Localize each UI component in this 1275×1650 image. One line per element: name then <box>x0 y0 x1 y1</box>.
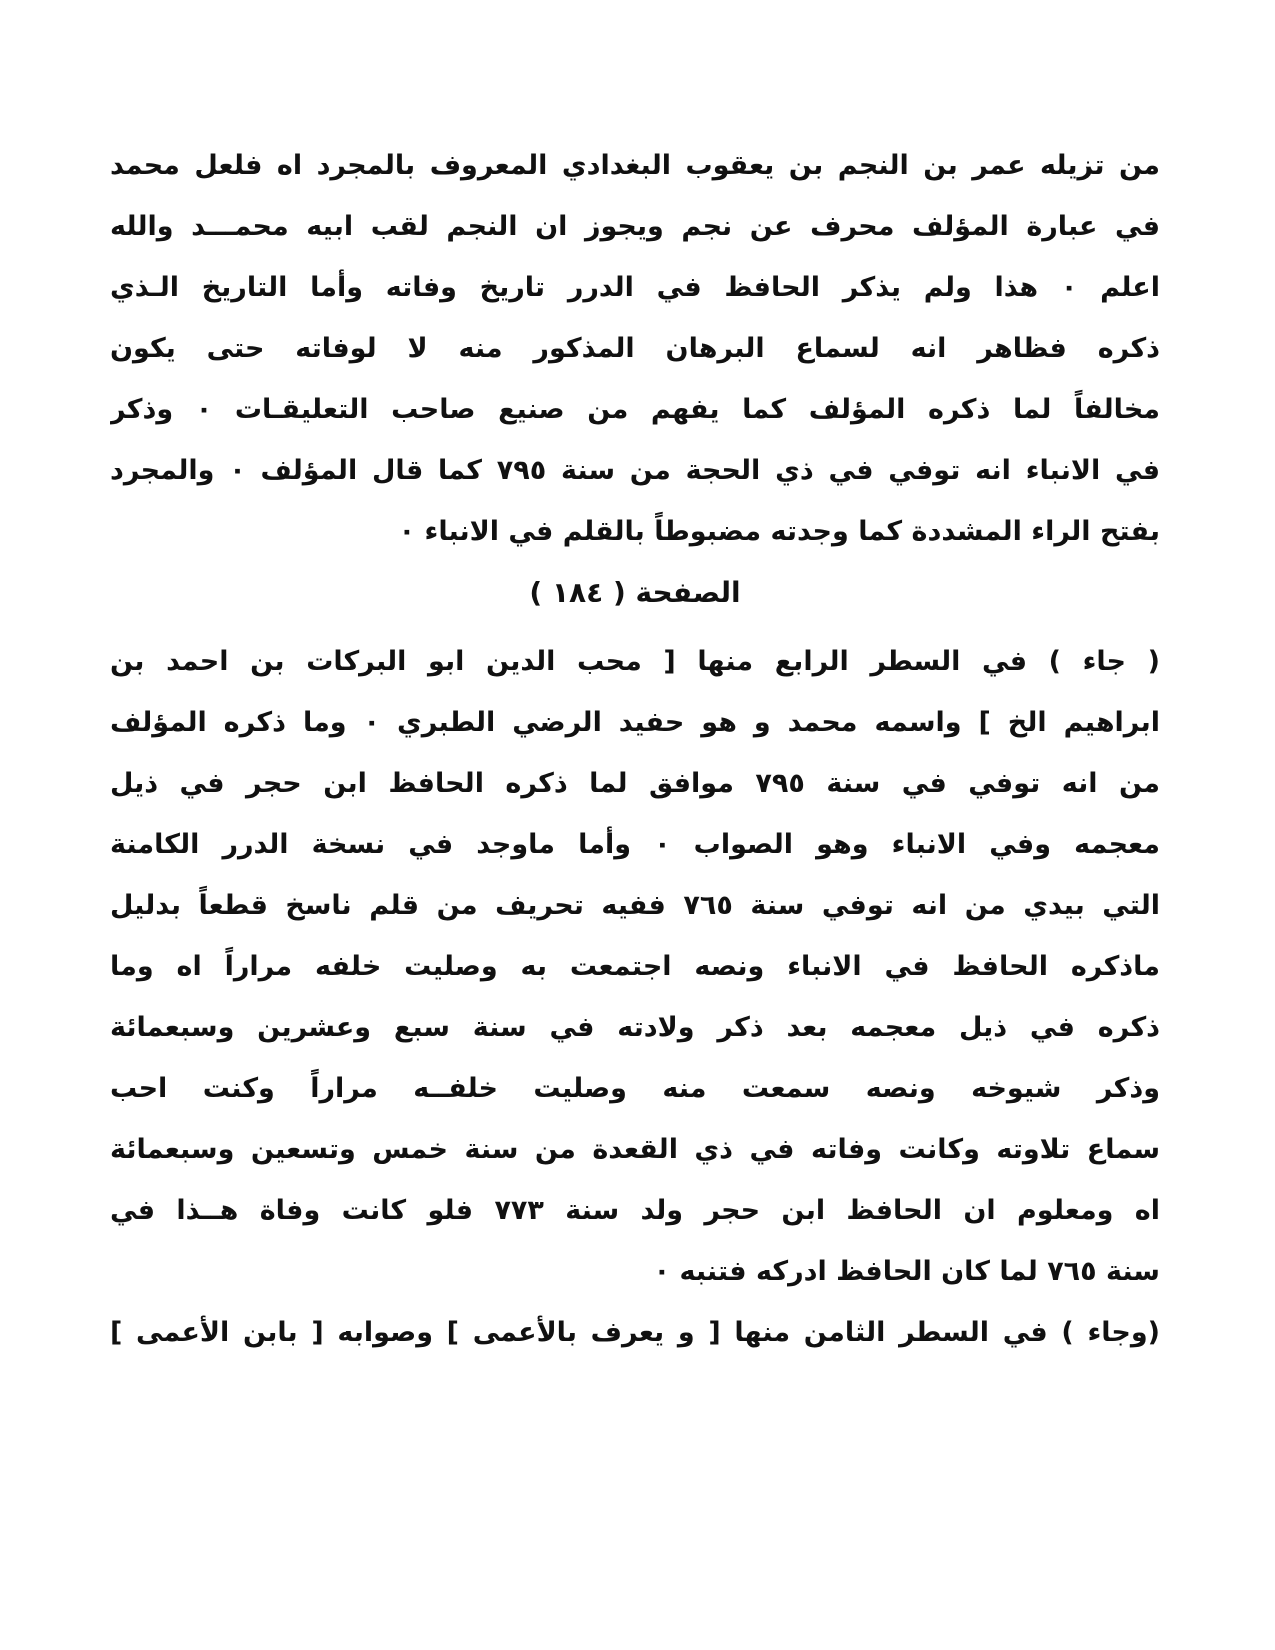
text-line: من تزيله عمر بن النجم بن يعقوب البغدادي المعروف بالمجرد اه فلعل محمد <box>110 150 1160 181</box>
text-line: ذكره في ذيل معجمه بعد ذكر ولادته في سنة سبع وعشرين وسبعمائة <box>110 1012 1160 1043</box>
text-line: ذكره فظاهر انه لسماع البرهان المذكور منه لا لوفاته حتى يكون <box>110 333 1160 364</box>
text-line: اه ومعلوم ان الحافظ ابن حجر ولد سنة ٧٧٣ فلو كانت وفاة هــذا في <box>110 1195 1160 1226</box>
text-line: سماع تلاوته وكانت وفاته في ذي القعدة من سنة خمس وتسعين وسبعمائة <box>110 1134 1160 1165</box>
paragraph-2 <box>110 631 1160 1302</box>
text-line: مخالفاً لما ذكره المؤلف كما يفهم من صنيع صاحب التعليقـات ۰ وذكر <box>110 394 1160 425</box>
page-heading: الصفحة ( ١٨٤ ) <box>529 576 741 609</box>
text-line: ماذكره الحافظ في الانباء ونصه اجتمعت به وصليت خلفه مراراً اه وما <box>110 951 1160 982</box>
text-line: وذكر شيوخه ونصه سمعت منه وصليت خلفــه مراراً وكنت احب <box>110 1073 1160 1104</box>
text-line: ( جاء ) في السطر الرابع منها [ محب الدين ابو البركات بن احمد بن <box>110 646 1160 677</box>
document-page <box>110 135 1160 1363</box>
text-line: في عبارة المؤلف محرف عن نجم ويجوز ان النجم لقب ابيه محمـــد والله <box>110 211 1160 242</box>
text-line: سنة ٧٦٥ لما كان الحافظ ادركه فتنبه ۰ <box>653 1256 1160 1287</box>
paragraph-3 <box>110 1302 1160 1363</box>
text-line: معجمه وفي الانباء وهو الصواب ۰ وأما ماوجد في نسخة الدرر الكامنة <box>110 829 1160 860</box>
text-line: بفتح الراء المشددة كما وجدته مضبوطاً بالقلم في الانباء ۰ <box>398 516 1160 547</box>
text-line: اعلم ۰ هذا ولم يذكر الحافظ في الدرر تاريخ وفاته وأما التاريخ الـذي <box>110 272 1160 303</box>
text-line: من انه توفي في سنة ٧٩٥ موافق لما ذكره الحافظ ابن حجر في ذيل <box>110 768 1160 799</box>
text-line: (وجاء ) في السطر الثامن منها [ و يعرف بالأعمى ] وصوابه [ بابن الأعمى ] <box>110 1317 1160 1348</box>
text-line: في الانباء انه توفي في ذي الحجة من سنة ٧٩٥ كما قال المؤلف ۰ والمجرد <box>110 455 1160 486</box>
paragraph-1 <box>110 135 1160 562</box>
text-line: التي بيدي من انه توفي سنة ٧٦٥ ففيه تحريف من قلم ناسخ قطعاً بدليل <box>110 890 1160 921</box>
text-line: ابراهيم الخ ] واسمه محمد و هو حفيد الرضي الطبري ۰ وما ذكره المؤلف <box>110 707 1160 738</box>
